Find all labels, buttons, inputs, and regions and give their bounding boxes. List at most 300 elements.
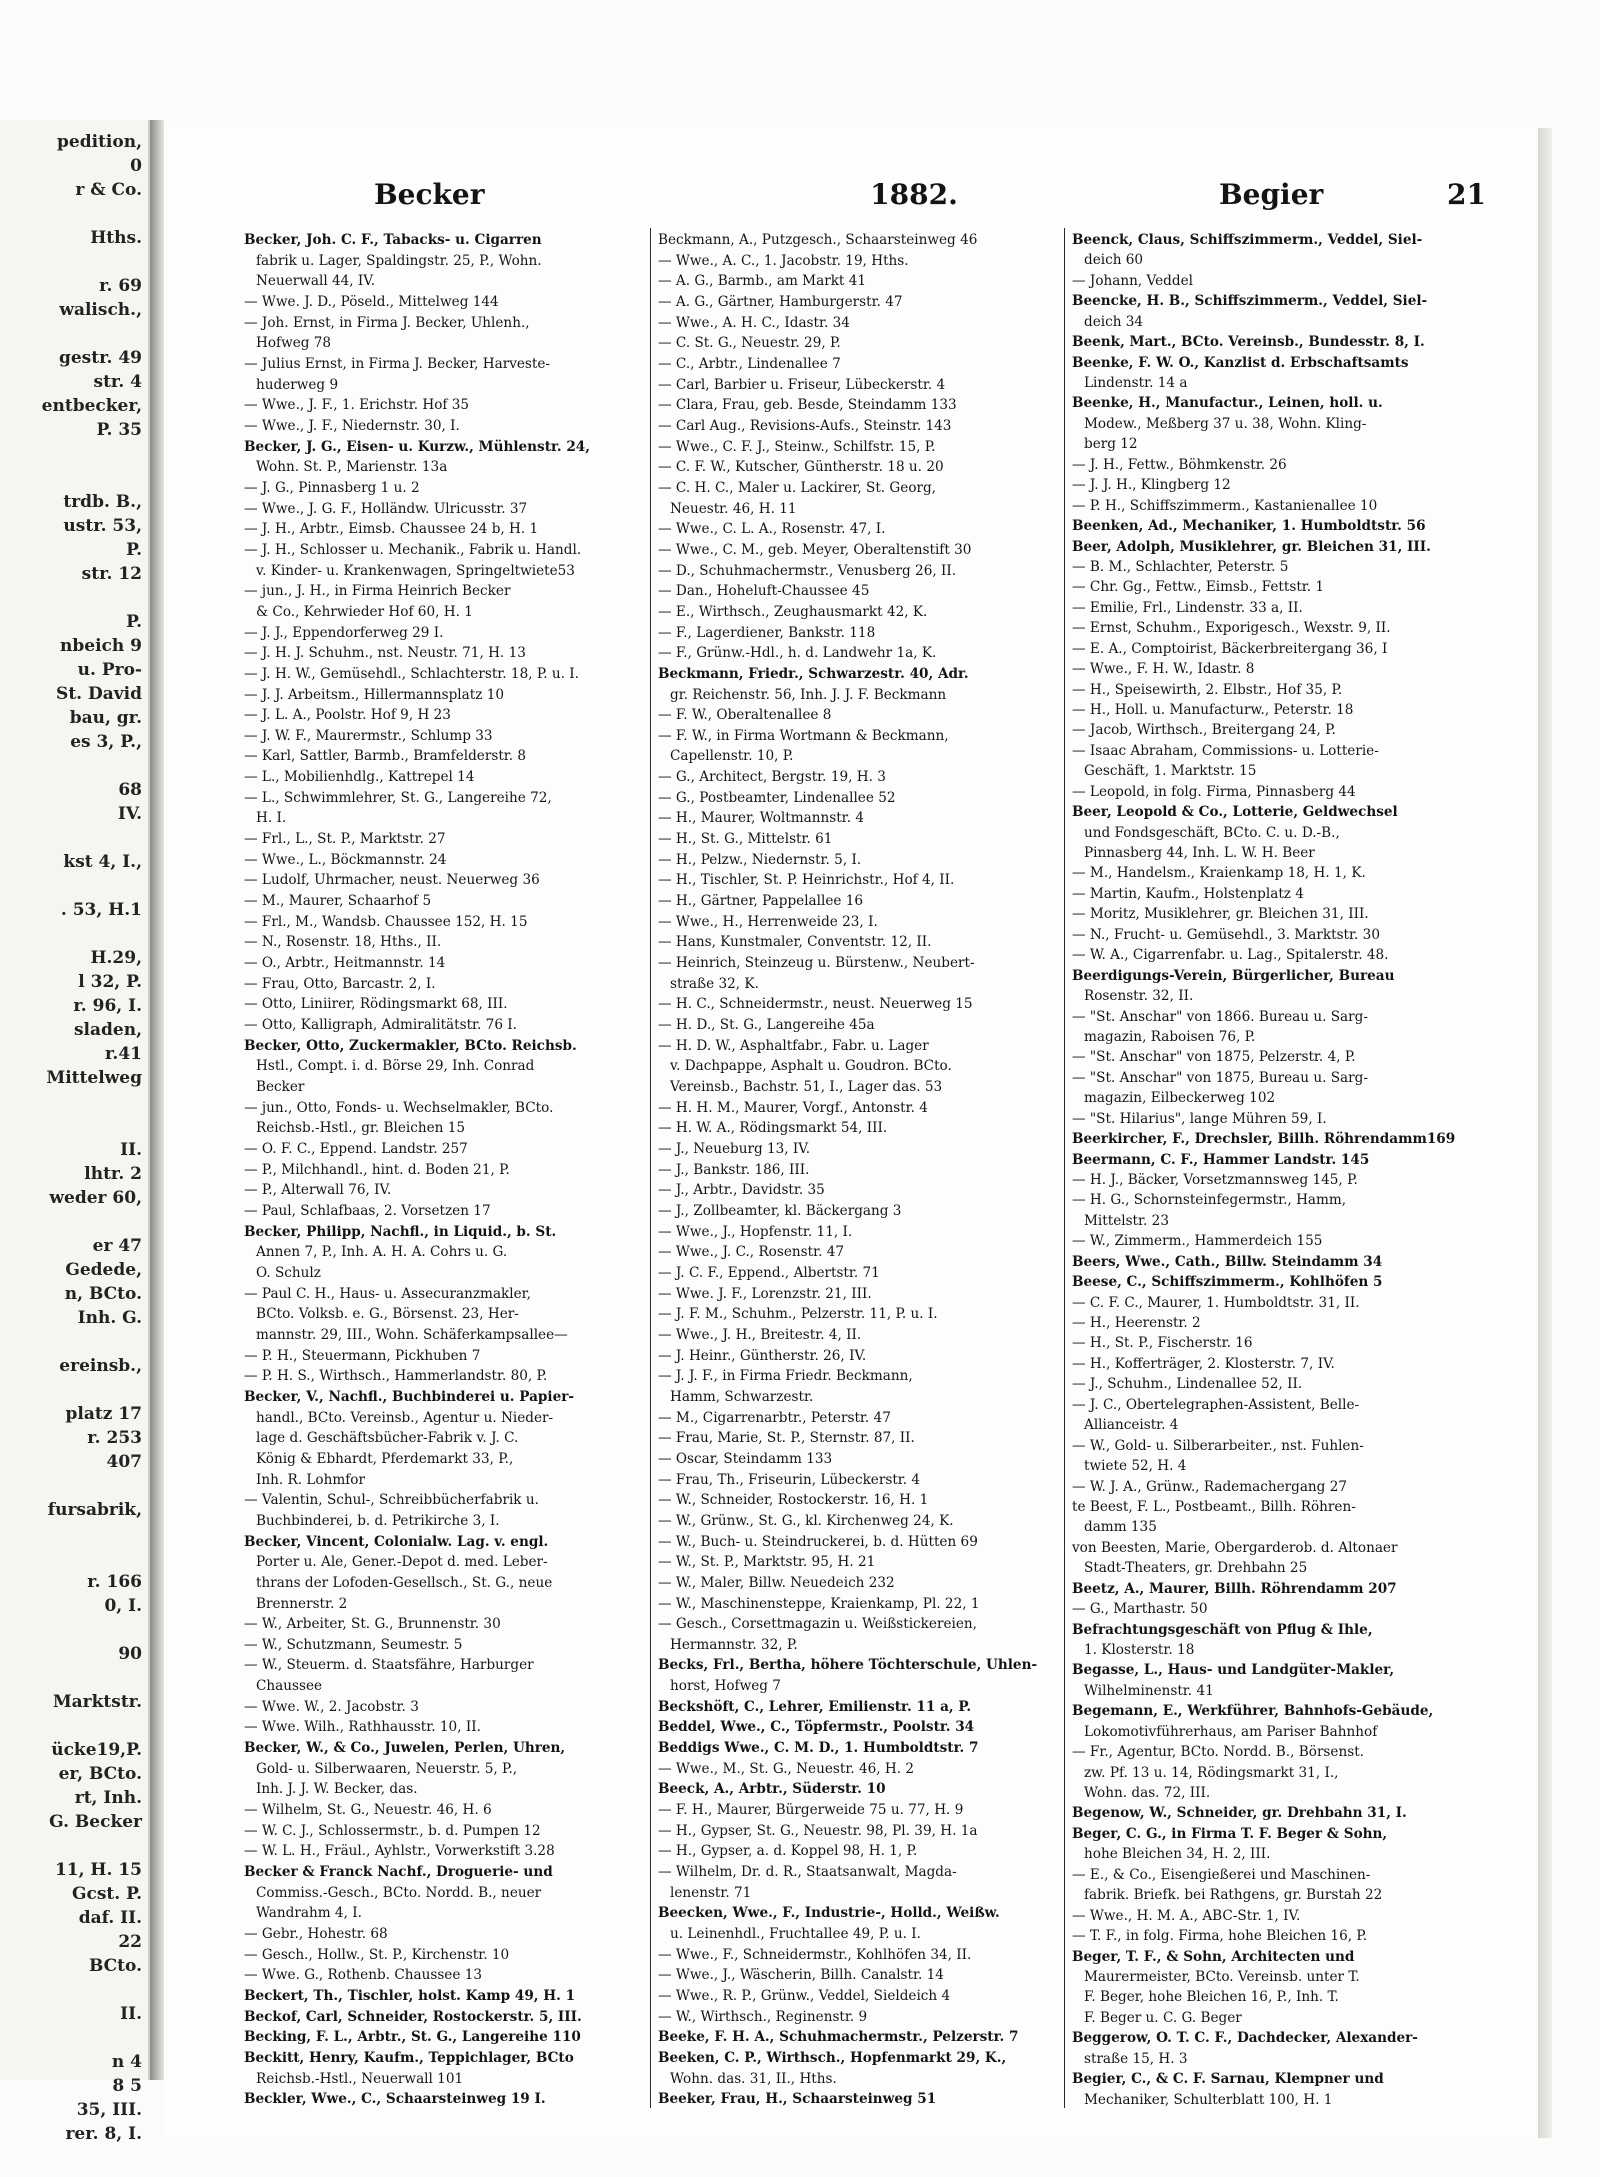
directory-entry-line: — H., Speisewirth, 2. Elbstr., Hof 35, P. <box>1072 681 1343 698</box>
column-rule <box>1064 228 1065 2108</box>
directory-entry-line: — P. H., Steuermann, Pickhuben 7 <box>244 1347 481 1364</box>
directory-entry-line: Beetz, A., Maurer, Billh. Röhrendamm 207 <box>1072 1580 1397 1597</box>
directory-entry-line: H. I. <box>256 810 287 827</box>
directory-entry-line: twiete 52, H. 4 <box>1084 1458 1187 1475</box>
left-page-line <box>0 442 148 467</box>
directory-entry-line: — Carl Aug., Revisions-Aufs., Steinstr. 143 <box>658 417 952 434</box>
directory-entry-line: Begier, C., & C. F. Sarnau, Klempner und <box>1072 2071 1384 2088</box>
column-1 <box>244 228 638 2138</box>
directory-entry-line: — Fr., Agentur, BCto. Nordd. B., Börsenst. <box>1072 1744 1364 1761</box>
directory-entry-line: Hstl., Compt. i. d. Börse 29, Inh. Conrad <box>256 1058 535 1075</box>
directory-entry-line: — jun., Otto, Fonds- u. Wechselmakler, BCto. <box>244 1099 554 1116</box>
directory-entry-line: — N., Frucht- u. Gemüsehdl., 3. Marktstr. 30 <box>1072 926 1380 943</box>
directory-entry-line: — Wwe., M., St. G., Neuestr. 46, H. 2 <box>658 1760 915 1777</box>
left-page-line: 68 <box>118 780 142 800</box>
directory-entry-line: Beenke, H., Manufactur., Leinen, holl. u. <box>1072 395 1383 412</box>
directory-entry-line: — W. J. A., Grünw., Rademachergang 27 <box>1072 1478 1348 1495</box>
book-gutter <box>150 120 164 2080</box>
directory-entry-line: — Wwe., J., Wäscherin, Billh. Canalstr. 14 <box>658 1967 944 1984</box>
directory-entry-line: Beckshöft, C., Lehrer, Emilienstr. 11 a, P. <box>658 1698 972 1715</box>
directory-entry-line: — Wwe., H., Herrenweide 23, I. <box>658 913 878 930</box>
directory-entry-line: — H., St. G., Mittelstr. 61 <box>658 831 833 848</box>
directory-entry-line: — P. H. S., Wirthsch., Hammerlandstr. 80, P. <box>244 1368 548 1385</box>
directory-entry-line: — Wwe., R. P., Grünw., Veddel, Sieldeich 4 <box>658 1988 951 2005</box>
directory-entry-line: — J. J. Arbeitsm., Hillermannsplatz 10 <box>244 686 505 703</box>
left-page-line <box>0 826 148 851</box>
directory-entry-line: — H., Pelzw., Niedernstr. 5, I. <box>658 851 862 868</box>
directory-entry-line: — W., Maschinensteppe, Kraienkamp, Pl. 22, 1 <box>658 1595 980 1612</box>
directory-entry-line: O. Schulz <box>256 1264 321 1281</box>
directory-entry-line: — C. F. C., Maurer, 1. Humboldtstr. 31, II. <box>1072 1294 1360 1311</box>
directory-entry-line: Chaussee <box>256 1678 323 1695</box>
directory-entry-line: Neuestr. 46, H. 11 <box>670 500 797 517</box>
directory-entry-line: — Dan., Hoheluft-Chaussee 45 <box>658 583 870 600</box>
directory-entry-line: Brennerstr. 2 <box>256 1595 348 1612</box>
directory-entry-line: — M., Maurer, Schaarhof 5 <box>244 893 432 910</box>
directory-entry-line: gr. Reichenstr. 56, Inh. J. J. F. Beckmann <box>670 686 947 703</box>
directory-entry-line: — J. C., Obertelegraphen-Assistent, Belle- <box>1072 1396 1360 1413</box>
directory-entry-line: Wohn. das. 31, II., Hths. <box>670 2070 837 2087</box>
left-page-line: fursabrik, <box>47 1500 142 1520</box>
directory-entry-line: Wohn. das. 72, III. <box>1084 1785 1211 1802</box>
directory-entry-line: — "St. Anschar" von 1875, Pelzerstr. 4, P. <box>1072 1049 1356 1066</box>
left-page-line: walisch., <box>59 300 142 320</box>
directory-entry-line: — Wilhelm, St. G., Neuestr. 46, H. 6 <box>244 1802 492 1819</box>
left-page-line: lhtr. 2 <box>84 1164 142 1184</box>
directory-entry-line: — Frau, Marie, St. P., Sternstr. 87, II. <box>658 1430 915 1447</box>
left-page-line <box>0 202 148 227</box>
directory-entry-line: — P., Alterwall 76, IV. <box>244 1182 392 1199</box>
directory-entry-line: Wandrahm 4, I. <box>256 1905 362 1922</box>
directory-entry-line: Beeken, C. P., Wirthsch., Hopfenmarkt 29, K., <box>658 2050 1007 2067</box>
directory-entry-line: — Frau, Th., Friseurin, Lübeckerstr. 4 <box>658 1471 921 1488</box>
directory-entry-line: — H. H. M., Maurer, Vorgf., Antonstr. 4 <box>658 1099 928 1116</box>
left-page-line: Marktstr. <box>52 1692 142 1712</box>
directory-entry-line: thrans der Lofoden-Gesellsch., St. G., neue <box>256 1574 553 1591</box>
column-rule <box>650 228 651 2108</box>
left-page-line: Inh. G. <box>77 1308 142 1328</box>
directory-entry-line: — J. F. M., Schuhm., Pelzerstr. 11, P. u. I. <box>658 1306 938 1323</box>
directory-entry-line: — Wwe., F. H. W., Idastr. 8 <box>1072 661 1255 678</box>
directory-entry-line: fabrik u. Lager, Spaldingstr. 25, P., Wohn. <box>256 252 542 269</box>
directory-entry-line: — J. J. F., in Firma Friedr. Beckmann, <box>658 1368 913 1385</box>
directory-entry-line: König & Ebhardt, Pferdemarkt 33, P., <box>256 1450 514 1467</box>
directory-entry-line: — D., Schuhmachermstr., Venusberg 26, II. <box>658 562 957 579</box>
left-page-line: n 4 <box>111 2052 142 2072</box>
directory-entry-line: berg 12 <box>1084 436 1138 453</box>
directory-entry-line: — jun., J. H., in Firma Heinrich Becker <box>244 583 511 600</box>
directory-entry-line: — Isaac Abraham, Commissions- u. Lotterie- <box>1072 742 1379 759</box>
directory-entry-line: Rosenstr. 32, II. <box>1084 988 1194 1005</box>
directory-entry-line: deich 60 <box>1084 252 1144 269</box>
directory-entry-line: — J. G., Pinnasberg 1 u. 2 <box>244 479 420 496</box>
directory-entry-line: — Wwe., A. C., 1. Jacobstr. 19, Hths. <box>658 252 909 269</box>
left-page-line: r. 166 <box>87 1572 142 1592</box>
directory-entry-line: deich 34 <box>1084 313 1144 330</box>
directory-entry-line: — Frau, Otto, Barcastr. 2, I. <box>244 975 436 992</box>
directory-entry-line: — Ernst, Schuhm., Exporigesch., Wexstr. 9, II. <box>1072 620 1391 637</box>
directory-entry-line: — L., Mobilienhdlg., Kattrepel 14 <box>244 769 475 786</box>
directory-entry-line: — H. D. W., Asphaltfabr., Fabr. u. Lager <box>658 1037 929 1054</box>
directory-entry-line: — Wwe., J. F., Niedernstr. 30, I. <box>244 417 460 434</box>
directory-entry-line: Becker, Vincent, Colonialw. Lag. v. engl. <box>244 1533 549 1550</box>
directory-entry-line: — Gesch., Corsettmagazin u. Weißstickereien, <box>658 1616 977 1633</box>
directory-entry-line: Becks, Frl., Bertha, höhere Töchterschule, Uhlen- <box>658 1657 1038 1674</box>
directory-entry-line: Commiss.-Gesch., BCto. Nordd. B., neuer <box>256 1884 542 1901</box>
left-page-line: n, BCto. <box>64 1284 142 1304</box>
directory-entry-line: Begenow, W., Schneider, gr. Drehbahn 31, I. <box>1072 1805 1407 1822</box>
directory-entry-line: — A. G., Barmb., am Markt 41 <box>658 273 867 290</box>
directory-page <box>164 128 1538 2138</box>
directory-entry-line: — E., & Co., Eisengießerei und Maschinen- <box>1072 1866 1371 1883</box>
left-page-line: r. 253 <box>87 1428 142 1448</box>
directory-entry-line: — J. W. F., Maurermstr., Schlump 33 <box>244 727 493 744</box>
directory-entry-line: Inh. J. J. W. Becker, das. <box>256 1781 418 1798</box>
column-3 <box>1072 228 1466 2138</box>
directory-entry-line: Lokomotivführerhaus, am Pariser Bahnhof <box>1084 1723 1378 1740</box>
left-page-line: G. Becker <box>49 1812 142 1832</box>
left-page-line: str. 12 <box>81 564 142 584</box>
directory-entry-line: Beddel, Wwe., C., Töpfermstr., Poolstr. 34 <box>658 1719 975 1736</box>
directory-entry-line: Gold- u. Silberwaaren, Neuerstr. 5, P., <box>256 1760 518 1777</box>
left-page-line: weder 60, <box>49 1188 142 1208</box>
left-page-line: nbeich 9 <box>60 636 142 656</box>
directory-entry-line: — Wwe., L., Böckmannstr. 24 <box>244 851 447 868</box>
directory-entry-line: magazin, Eilbeckerweg 102 <box>1084 1090 1276 1107</box>
directory-entry-line: — Wwe., J. C., Rosenstr. 47 <box>658 1244 845 1261</box>
directory-entry-line: — Wwe. G., Rothenb. Chaussee 13 <box>244 1967 483 1984</box>
directory-entry-line: — O. F. C., Eppend. Landstr. 257 <box>244 1141 468 1157</box>
directory-entry-line: Wohn. St. P., Marienstr. 13a <box>256 459 448 476</box>
left-page-line: ereinsb., <box>59 1356 142 1376</box>
directory-entry-line: damm 135 <box>1084 1519 1157 1536</box>
directory-entry-line: — J. H. J. Schuhm., nst. Neustr. 71, H. 13 <box>244 645 526 662</box>
directory-entry-line: Becker, Otto, Zuckermakler, BCto. Reichsb. <box>244 1037 577 1054</box>
directory-entry-line: — W. C. J., Schlossermstr., b. d. Pumpen 12 <box>244 1822 541 1839</box>
left-page-line: 90 <box>118 1644 142 1664</box>
directory-entry-line: — W., Zimmerm., Hammerdeich 155 <box>1072 1233 1323 1250</box>
directory-entry-line: — Paul C. H., Haus- u. Assecuranzmakler, <box>244 1285 532 1302</box>
directory-entry-line: Beckmann, Friedr., Schwarzestr. 40, Adr. <box>658 665 969 682</box>
directory-entry-line: — P., Milchhandl., hint. d. Boden 21, P. <box>244 1161 510 1178</box>
left-page-line <box>0 1474 148 1499</box>
directory-entry-line: Mittelstr. 23 <box>1084 1212 1169 1229</box>
directory-entry-line: — Joh. Ernst, in Firma J. Becker, Uhlenh., <box>244 314 530 331</box>
left-page-line <box>0 1618 148 1643</box>
directory-entry-line: 1. Klosterstr. 18 <box>1084 1642 1195 1658</box>
left-page-line: P. <box>126 612 142 632</box>
directory-entry-line: — Paul, Schlafbaas, 2. Vorsetzen 17 <box>244 1202 491 1219</box>
directory-entry-line: — H., Heerenstr. 2 <box>1072 1315 1201 1332</box>
directory-entry-line: — J. J., Eppendorferweg 29 I. <box>244 624 444 641</box>
directory-entry-line: und Fondsgeschäft, BCto. C. u. D.-B., <box>1084 824 1340 841</box>
directory-entry-line: — Wwe., C. M., geb. Meyer, Oberaltenstift 30 <box>658 541 972 558</box>
left-page-line: 35, III. <box>76 2100 142 2120</box>
directory-entry-line: — W., Maler, Billw. Neuedeich 232 <box>658 1574 895 1591</box>
left-page-line: u. Pro- <box>77 660 142 680</box>
directory-entry-line: Beer, Leopold & Co., Lotterie, Geldwechsel <box>1072 804 1398 821</box>
left-page-line: Gcst. P. <box>71 1884 142 1904</box>
directory-entry-line: Becker, Philipp, Nachfl., in Liquid., b. St. <box>244 1223 557 1240</box>
directory-entry-line: Buchbinderei, b. d. Petrikirche 3, I. <box>256 1512 500 1529</box>
directory-entry-line: Becker & Franck Nachf., Droguerie- und <box>244 1864 553 1881</box>
left-page-line <box>0 1834 148 1859</box>
directory-entry-line: — J., Arbtr., Davidstr. 35 <box>658 1182 825 1199</box>
directory-entry-line: — Carl, Barbier u. Friseur, Lübeckerstr. 4 <box>658 376 946 393</box>
left-page-line: H.29, <box>90 948 142 968</box>
directory-entry-line: — H., Gypser, St. G., Neuestr. 98, Pl. 39, H. 1a <box>658 1822 978 1839</box>
directory-entry-line: — M., Cigarrenarbtr., Peterstr. 47 <box>658 1409 891 1426</box>
directory-entry-line: Allianceistr. 4 <box>1084 1417 1179 1434</box>
directory-entry-line: — Gebr., Hohestr. 68 <box>244 1926 388 1943</box>
directory-entry-line: straße 15, H. 3 <box>1084 2050 1188 2067</box>
directory-entry-line: — Moritz, Musiklehrer, gr. Bleichen 31, III. <box>1072 906 1369 923</box>
directory-entry-line: BCto. Volksb. e. G., Börsenst. 23, Her- <box>256 1306 519 1323</box>
left-page-line <box>0 922 148 947</box>
directory-entry-line: mannstr. 29, III., Wohn. Schäferkampsallee— <box>256 1326 568 1343</box>
directory-entry-line: Becker, Joh. C. F., Tabacks- u. Cigarren <box>244 232 542 248</box>
directory-entry-line: — M., Handelsm., Kraienkamp 18, H. 1, K. <box>1072 865 1366 882</box>
directory-entry-line: — J., Neueburg 13, IV. <box>658 1141 811 1157</box>
directory-entry-line: Becker, V., Nachfl., Buchbinderei u. Papier- <box>244 1388 575 1405</box>
directory-entry-line: — Wwe., J. H., Breitestr. 4, II. <box>658 1326 862 1343</box>
directory-entry-line: Beggerow, O. T. C. F., Dachdecker, Alexander- <box>1072 2030 1418 2047</box>
left-page-line <box>0 1114 148 1139</box>
left-page-line: r & Co. <box>75 180 142 200</box>
left-page-line: Hths. <box>90 228 142 248</box>
directory-entry-line: Hamm, Schwarzestr. <box>670 1388 814 1405</box>
directory-entry-line: F. Beger u. C. G. Beger <box>1084 2009 1242 2026</box>
directory-entry-line: — Wwe. J. F., Lorenzstr. 21, III. <box>658 1285 872 1302</box>
left-page-line: rt, Inh. <box>74 1788 142 1808</box>
left-page-line <box>0 1210 148 1235</box>
directory-entry-line: — L., Schwimmlehrer, St. G., Langereihe 72, <box>244 789 552 806</box>
left-page-line <box>0 2026 148 2051</box>
left-page-line: 0, I. <box>104 1596 142 1616</box>
directory-entry-line: Neuerwall 44, IV. <box>256 273 376 290</box>
directory-entry-line: — Wwe., C. L. A., Rosenstr. 47, I. <box>658 521 886 538</box>
directory-entry-line: — Clara, Frau, geb. Besde, Steindamm 133 <box>658 397 957 414</box>
directory-entry-line: — C., Arbtr., Lindenallee 7 <box>658 355 841 372</box>
directory-entry-line: Beese, C., Schiffszimmerm., Kohlhöfen 5 <box>1072 1274 1383 1291</box>
directory-entry-line: — G., Postbeamter, Lindenallee 52 <box>658 789 896 806</box>
directory-entry-line: Beger, T. F., & Sohn, Architecten und <box>1072 1948 1355 1965</box>
directory-entry-line: zw. Pf. 13 u. 14, Rödingsmarkt 31, I., <box>1084 1764 1339 1781</box>
directory-entry-line: — W., Arbeiter, St. G., Brunnenstr. 30 <box>244 1616 501 1633</box>
directory-entry-line: Befrachtungsgeschäft von Pflug & Ihle, <box>1072 1621 1373 1638</box>
directory-entry-line: Beerdigungs-Verein, Bürgerlicher, Bureau <box>1072 967 1395 984</box>
directory-entry-line: — H. D., St. G., Langereihe 45a <box>658 1017 875 1034</box>
running-head-right: Begier <box>1219 178 1324 211</box>
directory-entry-line: Mechaniker, Schulterblatt 100, H. 1 <box>1084 2091 1333 2108</box>
left-page-line: 22 <box>118 1932 142 1952</box>
directory-entry-line: huderweg 9 <box>256 376 339 393</box>
directory-entry-line: — J., Schuhm., Lindenallee 52, II. <box>1072 1376 1303 1393</box>
directory-entry-line: Inh. R. Lohmfor <box>256 1471 365 1488</box>
directory-entry-line: Reichsb.-Hstl., Neuerwall 101 <box>256 2070 464 2087</box>
directory-entry-line: Reichsb.-Hstl., gr. Bleichen 15 <box>256 1120 466 1137</box>
directory-entry-line: Beerkircher, F., Drechsler, Billh. Röhrendamm169 <box>1072 1131 1456 1148</box>
directory-entry-line: — A. G., Gärtner, Hamburgerstr. 47 <box>658 293 903 310</box>
left-page-line <box>0 754 148 779</box>
directory-entry-line: — H. G., Schornsteinfegermstr., Hamm, <box>1072 1192 1347 1209</box>
directory-entry-line: — G., Architect, Bergstr. 19, H. 3 <box>658 769 886 786</box>
directory-entry-line: handl., BCto. Vereinsb., Agentur u. Nieder- <box>256 1409 554 1426</box>
directory-entry-line: Vereinsb., Bachstr. 51, I., Lager das. 53 <box>670 1079 943 1096</box>
left-page-line: r. 69 <box>99 276 142 296</box>
directory-entry-line: Hofweg 78 <box>256 335 332 352</box>
directory-entry-line: — Johann, Veddel <box>1072 272 1193 289</box>
left-page-line <box>0 1378 148 1403</box>
left-page-line <box>0 322 148 347</box>
directory-entry-line: — J. J. H., Klingberg 12 <box>1072 477 1231 494</box>
directory-entry-line: — W., Grünw., St. G., kl. Kirchenweg 24, K. <box>658 1512 954 1529</box>
left-page-line: l 32, P. <box>78 972 142 992</box>
directory-entry-line: Maurermeister, BCto. Vereinsb. unter T. <box>1084 1968 1360 1985</box>
left-page-line: Mittelweg <box>46 1068 142 1088</box>
left-page-line: entbecker, <box>41 396 142 416</box>
directory-entry-line: — Leopold, in folg. Firma, Pinnasberg 44 <box>1072 783 1356 800</box>
left-page-line: P. <box>126 540 142 560</box>
directory-entry-line: — Martin, Kaufm., Holstenplatz 4 <box>1072 885 1304 902</box>
directory-entry-line: — J., Zollbeamter, kl. Bäckergang 3 <box>658 1202 902 1219</box>
directory-entry-line: — Emilie, Frl., Lindenstr. 33 a, II. <box>1072 599 1303 616</box>
left-page-line <box>0 1330 148 1355</box>
directory-entry-line: — Wwe., H. M. A., ABC-Str. 1, IV. <box>1072 1907 1301 1924</box>
directory-entry-line: — E., Wirthsch., Zeughausmarkt 42, K. <box>658 603 928 620</box>
left-page-line <box>0 1978 148 2003</box>
directory-entry-line: Beenke, F. W. O., Kanzlist d. Erbschaftsamts <box>1072 354 1409 371</box>
left-page-line: es 3, P., <box>70 732 142 752</box>
directory-entry-line: Beers, Wwe., Cath., Billw. Steindamm 34 <box>1072 1253 1383 1270</box>
left-page-line: r. 96, I. <box>73 996 142 1016</box>
directory-entry-line: — Wwe., C. F. J., Steinw., Schilfstr. 15, P. <box>658 438 936 455</box>
directory-entry-line: Begasse, L., Haus- und Landgüter-Makler, <box>1072 1662 1395 1679</box>
directory-entry-line: — W. A., Cigarrenfabr. u. Lag., Spitalerstr. 48. <box>1072 947 1389 964</box>
directory-entry-line: — Gesch., Hollw., St. P., Kirchenstr. 10 <box>244 1946 510 1963</box>
directory-entry-line: Beeke, F. H. A., Schuhmachermstr., Pelzerstr. 7 <box>658 2029 1019 2046</box>
directory-entry-line: — "St. Hilarius", lange Mühren 59, I. <box>1072 1110 1327 1127</box>
directory-entry-line: — J. Heinr., Güntherstr. 26, IV. <box>658 1347 867 1364</box>
directory-entry-line: — Chr. Gg., Fettw., Eimsb., Fettstr. 1 <box>1072 579 1325 596</box>
directory-entry-line: — F., Lagerdiener, Bankstr. 118 <box>658 624 876 641</box>
directory-entry-line: u. Leinenhdl., Fruchtallee 49, P. u. I. <box>670 1926 921 1943</box>
directory-entry-line: — Julius Ernst, in Firma J. Becker, Harveste- <box>244 355 551 372</box>
directory-entry-line: — H. C., Schneidermstr., neust. Neuerweg 15 <box>658 996 973 1013</box>
left-page-line <box>0 874 148 899</box>
directory-entry-line: — H., Tischler, St. P. Heinrichstr., Hof 4, II. <box>658 872 955 889</box>
left-page-line: rer. 8, I. <box>65 2124 142 2144</box>
directory-entry-line: — Karl, Sattler, Barmb., Bramfelderstr. 8 <box>244 748 527 765</box>
directory-entry-line: — Wwe., A. H. C., Idastr. 34 <box>658 314 850 331</box>
directory-entry-line: — J. C. F., Eppend., Albertstr. 71 <box>658 1264 880 1281</box>
directory-entry-line: von Beesten, Marie, Obergarderob. d. Altonaer <box>1072 1539 1398 1556</box>
directory-entry-line: Begemann, E., Werkführer, Bahnhofs-Gebäude, <box>1072 1703 1434 1720</box>
directory-entry-line: — J. H., Arbtr., Eimsb. Chaussee 24 b, H. 1 <box>244 521 539 538</box>
directory-entry-line: — Valentin, Schul-, Schreibbücherfabrik u. <box>244 1492 539 1509</box>
directory-entry-line: — T. F., in folg. Firma, hohe Bleichen 16, P. <box>1072 1928 1368 1945</box>
directory-entry-line: — W., Wirthsch., Reginenstr. 9 <box>658 2008 868 2025</box>
left-page-line: sladen, <box>73 1020 142 1040</box>
directory-entry-line: Capellenstr. 10, P. <box>670 748 794 765</box>
directory-entry-line: — W., Buch- u. Steindruckerei, b. d. Hütten 69 <box>658 1533 978 1550</box>
directory-entry-line: — B. M., Schlachter, Peterstr. 5 <box>1072 558 1289 575</box>
directory-entry-line: Beenken, Ad., Mechaniker, 1. Humboldtstr. 56 <box>1072 518 1426 535</box>
directory-entry-line: Wilhelminenstr. 41 <box>1084 1682 1214 1699</box>
directory-entry-line: Stadt-Theaters, gr. Drehbahn 25 <box>1084 1560 1308 1577</box>
left-page-line <box>0 1666 148 1691</box>
directory-entry-line: — O., Arbtr., Heitmannstr. 14 <box>244 955 446 972</box>
directory-entry-line: — F. W., Oberaltenallee 8 <box>658 707 832 724</box>
left-page-line <box>0 586 148 611</box>
directory-entry-line: — J., Bankstr. 186, III. <box>658 1161 810 1178</box>
directory-entry-line: Beer, Adolph, Musiklehrer, gr. Bleichen 31, III. <box>1072 538 1431 555</box>
directory-entry-line: Beencke, H. B., Schiffszimmerm., Veddel, Siel- <box>1072 293 1428 310</box>
directory-entry-line: — F. W., in Firma Wortmann & Beckmann, <box>658 727 949 744</box>
directory-entry-line: — H., Gypser, a. d. Koppel 98, H. 1, P. <box>658 1843 918 1860</box>
directory-entry-line: Beecken, Wwe., F., Industrie-, Holld., Weißw. <box>658 1905 1000 1922</box>
left-page-line: str. 4 <box>93 372 142 392</box>
directory-entry-line: Becker, W., & Co., Juwelen, Perlen, Uhren, <box>244 1740 566 1757</box>
directory-entry-line: v. Kinder- u. Krankenwagen, Springeltwiete53 <box>256 562 575 579</box>
directory-entry-line: Annen 7, P., Inh. A. H. A. Cohrs u. G. <box>256 1244 508 1261</box>
left-page-line: 8 5 <box>112 2076 142 2096</box>
directory-entry-line: Becking, F. L., Arbtr., St. G., Langereihe 110 <box>244 2029 581 2046</box>
directory-entry-line: — H., St. P., Fischerstr. 16 <box>1072 1335 1253 1352</box>
directory-entry-line: Becker, J. G., Eisen- u. Kurzw., Mühlenstr. 24, <box>244 438 591 455</box>
directory-entry-line: — N., Rosenstr. 18, Hths., II. <box>244 934 442 951</box>
column-2 <box>658 228 1052 2138</box>
directory-entry-line: — Jacob, Wirthsch., Breitergang 24, P. <box>1072 722 1336 739</box>
left-page-line: daf. II. <box>78 1908 142 1928</box>
left-page-line: P. 35 <box>96 420 142 440</box>
directory-entry-line: Geschäft, 1. Marktstr. 15 <box>1084 763 1257 780</box>
left-page-line: BCto. <box>88 1956 142 1976</box>
left-page-line: kst 4, I., <box>63 852 142 872</box>
directory-entry-line: — Wwe. J. D., Pöseld., Mittelweg 144 <box>244 293 499 310</box>
directory-entry-line: — J. H., Fettw., Böhmkenstr. 26 <box>1072 456 1287 473</box>
left-page-line: gestr. 49 <box>58 348 142 368</box>
directory-entry-line: Becker <box>256 1079 305 1096</box>
directory-entry-line: Beeker, Frau, H., Schaarsteinweg 51 <box>658 2091 937 2108</box>
directory-entry-line: horst, Hofweg 7 <box>670 1678 781 1695</box>
page-edge <box>1538 128 1552 2138</box>
directory-entry-line: — C. H. C., Maler u. Lackirer, St. Georg, <box>658 479 937 496</box>
left-page-line <box>0 466 148 491</box>
directory-entry-line: straße 32, K. <box>670 975 759 992</box>
directory-entry-line: — C. St. G., Neuestr. 29, P. <box>658 335 841 352</box>
directory-entry-line: Beckler, Wwe., C., Schaarsteinweg 19 I. <box>244 2091 546 2108</box>
directory-entry-line: — F., Grünw.-Hdl., h. d. Landwehr 1a, K. <box>658 645 937 662</box>
running-head-year: 1882. <box>870 178 958 211</box>
directory-entry-line: Beckmann, A., Putzgesch., Schaarsteinweg 46 <box>658 232 978 248</box>
left-page-line: 11, H. 15 <box>54 1860 142 1880</box>
directory-entry-line: — C. F. W., Kutscher, Güntherstr. 18 u. 20 <box>658 459 944 476</box>
running-head-left: Becker <box>374 178 485 211</box>
left-page-fragment <box>0 120 150 2144</box>
directory-entry-line: — Wwe., F., Schneidermstr., Kohlhöfen 34, II. <box>658 1946 972 1963</box>
left-page-line: IV. <box>117 804 142 824</box>
directory-entry-line: — W. L. H., Fräul., Ayhlstr., Vorwerkstift 3.28 <box>244 1843 555 1860</box>
left-page-line: II. <box>120 2004 142 2024</box>
directory-entry-line: Beckert, Th., Tischler, holst. Kamp 49, H. 1 <box>244 1988 576 2005</box>
directory-entry-line: — "St. Anschar" von 1875, Bureau u. Sarg- <box>1072 1069 1368 1086</box>
left-page-line: Gedede, <box>65 1260 142 1280</box>
directory-entry-line: — H., Kofferträger, 2. Klosterstr. 7, IV. <box>1072 1355 1335 1372</box>
left-page-line: . 53, H.1 <box>60 900 142 920</box>
directory-entry-line: magazin, Raboisen 76, P. <box>1084 1028 1256 1045</box>
directory-entry-line: — J. L. A., Poolstr. Hof 9, H 23 <box>244 707 451 724</box>
